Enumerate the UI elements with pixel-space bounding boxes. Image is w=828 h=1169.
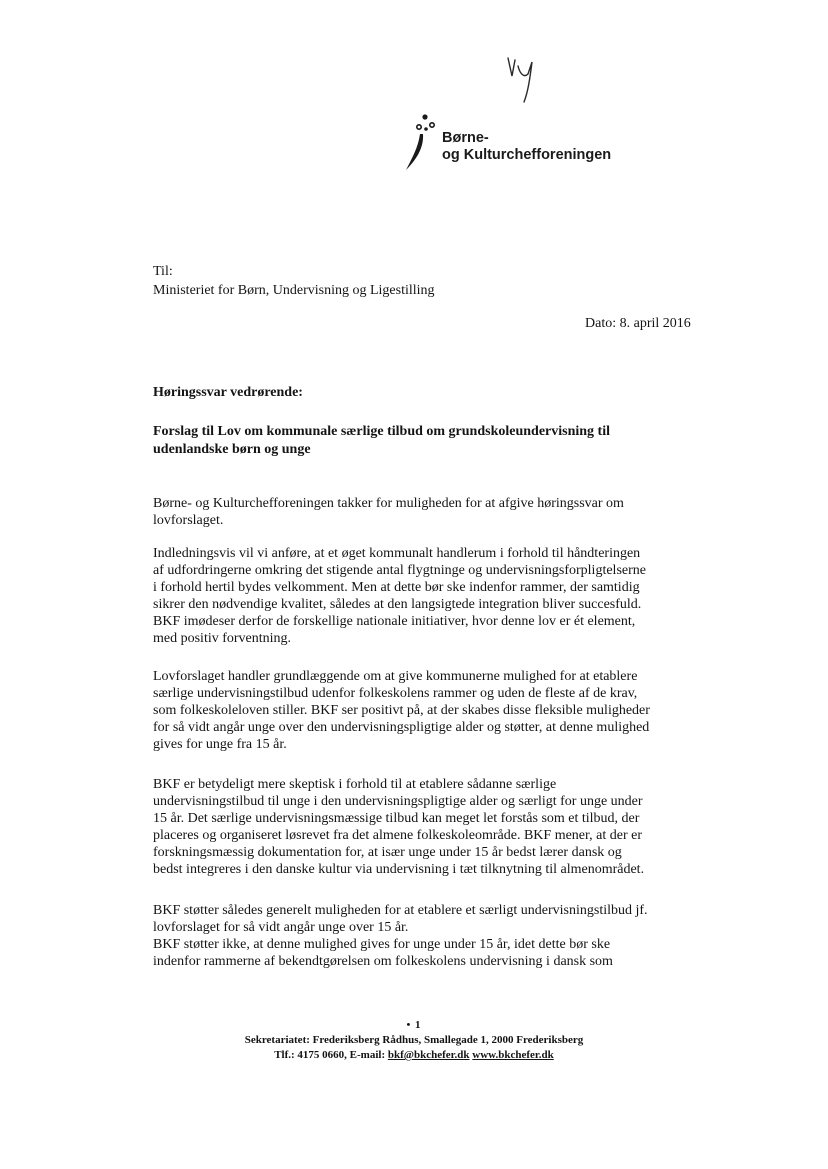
handwritten-initials bbox=[500, 48, 560, 108]
recipient-name: Ministeriet for Børn, Undervisning og Ligestilling bbox=[153, 283, 435, 298]
paragraph-line: med positiv forventning. bbox=[153, 631, 292, 646]
logo-text-line2: og Kulturchefforeningen bbox=[442, 147, 612, 163]
paragraph-line: undervisningstilbud til unge i den undervisningspligtige alder og særligt for unge under bbox=[153, 794, 643, 809]
page-footer bbox=[0, 1018, 828, 1063]
paragraph-line: BKF imødeser derfor de forskellige nationale initiativer, hvor denne lov er ét element, bbox=[153, 614, 636, 629]
paragraph-line: BKF støtter ikke, at denne mulighed gives for unge under 15 år, idet dette bør ske bbox=[153, 937, 611, 952]
paragraph-line: i forhold hertil bydes velkomment. Men at dette bør ske indenfor rammer, der samtidig bbox=[153, 580, 640, 595]
paragraph-line: lovforslaget. bbox=[153, 513, 224, 528]
paragraph-line: placeres og organiseret løsrevet fra det almene folkeskoleområde. BKF mener, at der er bbox=[153, 828, 642, 843]
paragraph-line: Lovforslaget handler grundlæggende om at give kommunerne mulighed for at etablere bbox=[153, 669, 638, 684]
organization-logo bbox=[398, 112, 638, 176]
paragraph-1 bbox=[153, 495, 698, 529]
paragraph-line: lovforslaget for så vidt angår unge over 15 år. bbox=[153, 920, 409, 935]
paragraph-line: Indledningsvis vil vi anføre, at et øget kommunalt handlerum i forhold til håndteringen bbox=[153, 546, 641, 561]
footer-phone: Tlf.: 4175 0660, E-mail: bbox=[274, 1049, 386, 1061]
paragraph-3 bbox=[153, 668, 698, 753]
paragraph-4 bbox=[153, 776, 698, 878]
paragraph-line: sikrer den nødvendige kvalitet, således at den langsigtede integration bliver succesfuld. bbox=[153, 597, 642, 612]
paragraph-line: for så vidt angår unge over den undervisningspligtige alder og støtter, at denne mulighed bbox=[153, 720, 650, 735]
letter-date: Dato: 8. april 2016 bbox=[585, 316, 691, 331]
letter-heading: Høringssvar vedrørende: bbox=[153, 385, 303, 400]
recipient-block bbox=[153, 262, 435, 300]
paragraph-line: som folkeskoleloven stiller. BKF ser positivt på, at der skabes disse fleksible muligheder bbox=[153, 703, 650, 718]
footer-address: Sekretariatet: Frederiksberg Rådhus, Smallegade 1, 2000 Frederiksberg bbox=[244, 1034, 584, 1046]
logo-figure-icon bbox=[398, 112, 442, 176]
paragraph-line: indenfor rammerne af bekendtgørelsen om folkeskolens undervisning i dansk som bbox=[153, 954, 613, 969]
recipient-label: Til: bbox=[153, 264, 173, 279]
paragraph-line: af udfordringerne omkring det stigende antal flygtninge og undervisningsforpligtelserne bbox=[153, 563, 646, 578]
paragraph-line: gives for unge fra 15 år. bbox=[153, 737, 287, 752]
email-link[interactable]: bkf@bkchefer.dk bbox=[387, 1049, 470, 1061]
paragraph-line: særlige undervisningstilbud udenfor folkeskolens rammer og uden de fleste af de krav, bbox=[153, 686, 638, 701]
website-link[interactable]: www.bkchefer.dk bbox=[472, 1049, 554, 1061]
paragraph-line: 15 år. Det særlige undervisningsmæssige tilbud kan meget let forstås som et tilbud, der bbox=[153, 811, 640, 826]
footer-contact bbox=[0, 1048, 828, 1063]
logo-text-line1: Børne- bbox=[442, 130, 489, 146]
paragraph-line: Børne- og Kulturchefforeningen takker for muligheden for at afgive høringssvar om bbox=[153, 496, 624, 511]
paragraph-line: BKF er betydeligt mere skeptisk i forhold til at etablere sådanne særlige bbox=[153, 777, 557, 792]
paragraph-2 bbox=[153, 545, 698, 647]
paragraph-5 bbox=[153, 902, 698, 970]
letter-subject: Forslag til Lov om kommunale særlige tilbud om grundskoleundervisning til udenlandske børn og unge bbox=[153, 424, 610, 457]
page-number: • 1 bbox=[406, 1019, 422, 1031]
page-number-value: 1 bbox=[415, 1019, 422, 1031]
paragraph-line: forskningsmæssig dokumentation for, at især unge under 15 år bedst lærer dansk og bbox=[153, 845, 622, 860]
paragraph-line: BKF støtter således generelt muligheden for at etablere et særligt undervisningstilbud jf. bbox=[153, 903, 648, 918]
paragraph-line: bedst integreres i den danske kultur via undervisning i tæt tilknytning til almenområdet. bbox=[153, 862, 645, 877]
